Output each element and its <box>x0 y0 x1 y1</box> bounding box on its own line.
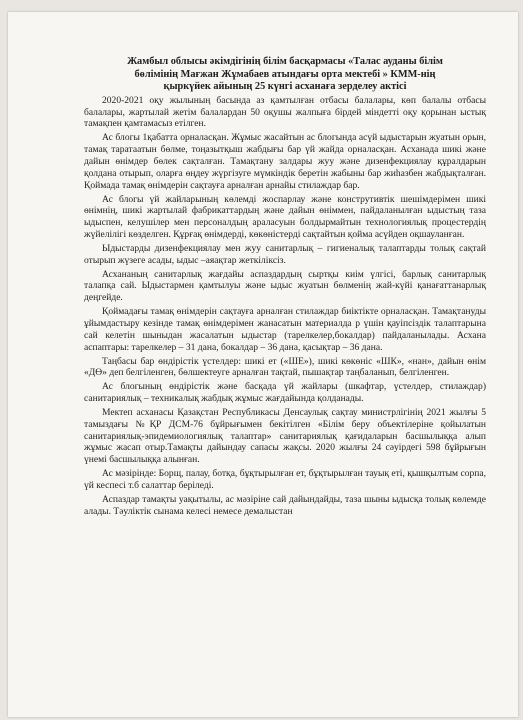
paragraph: Ыдыстарды дизенфекциялау мен жуу санитарлық – гигиеналық талаптарды толық сақтай отырып жүзеге асады, ыдыс –аяақтар жеткіліксіз. <box>84 242 486 266</box>
paragraph: Мектеп асханасы Қазақстан Республикасы Денсаулық сақтау министрлігінің 2021 жылғы 5 тамыздағы №ҚР ДСМ-76 бұйрығымен бекітілген «Білім беру объектілеріне қойылатын санитариялық-эпидемиологиялық талаптар» санитариялық қағидаларын басшылыққа алып жұмыс жасап отыр.Тамақты дайындау сапасы жақсы. 2020 жылғы 24 сәуірдегі 598 бұйрығын үнемі басшылыққа алынған. <box>84 406 486 466</box>
paragraph: Ас блогының өндірістік және басқада үй жайлары (шкафтар, үстелдер, стилаждар) санитариялық – техникалық жабдық жұмыс жағдайында қолданады. <box>84 381 486 405</box>
paragraph: Аспаздар тамақты уақытылы, ас мәзіріне сай дайындайды, таза шыны ыдысқа толық көлемде алады. Тәуліктік сынама келесі немесе демалыстан <box>84 493 486 517</box>
paragraph: Таңбасы бар өндірістік үстелдер: шикі ет («ШЕ»), шикі көкөніс «ШК», «нан», дайын өнім «ДӨ» деп белгіленген, бөлшектеуге арналған тақтай, пышақтар таңбаланып, белгіленген. <box>84 355 486 379</box>
paragraph: Ас блогы 1қабатта орналасқан. Жұмыс жасайтын ас блогында асүй ыдыстарын жуатын орын, тамақ таратаатын бөлме, тоңазытқыш жабдығы бар үй жайда орналасқан. Асханада шикі және дайын өнімдер бөлек сақталған. Тамақтану залдары жуу және дизенфекциялау құралдарын қолдана отырып, оларға өңдеу жүргізуге мүмкіндік беретін жабыны бар жиһазбен жабдықталған. Қоймада тамақ өнімдерін сақтауға арналған арнайы стилаждар бар. <box>84 132 486 191</box>
title-line: бөлімінің Мағжан Жұмабаев атындағы орта мектебі » КММ-нің <box>134 68 436 80</box>
paragraph: Асхананың санитарлық жағдайы аспаздардың сыртқы киім үлгісі, барлық санитарлық талапқа сай. Ыдыстармен қамтылуы және ыдыс жуатын бөлменің жай-күйі қанағаттанарлық деңгейде. <box>84 268 486 304</box>
paragraph: Ас мәзірінде: Борщ, палау, ботқа, бұқтырылған ет, бұқтырылған тауық еті, қышқылтым сорпа, үй кеспесі т.б салаттар беріледі. <box>84 468 486 491</box>
title-line: Жамбыл облысы әкімдігінің білім басқармасы «Талас ауданы білім <box>127 56 443 67</box>
scanned-page <box>8 12 518 717</box>
document-body <box>84 56 486 517</box>
document-title <box>84 56 486 94</box>
title-line: қыркүйек айының 25 күнгі асханаға зерделеу актісі <box>163 81 407 93</box>
paragraph: Ас блогы үй жайларының көлемді жоспарлау және конструтивтік шешімдерімен шикі өнімнің, шикі жартылай фабрикаттардың және дайын өніммен, пайдаланылған ыдыстың таза ыдыспен, келушілер мен персоналдың араласуын болдырмайтын технологиялық процестердің жүйелілігі көзделген. Құрғақ өнімдерді, көкөністерді сақтайтын қойма асүйден оқшауланған. <box>84 193 486 241</box>
paragraph: 2020-2021 оқу жылының басында аз қамтылған отбасы балалары, көп балалы отбасы балалары, жартылай жетім балалардан 50 оқушы жалпыға бірдей міндетті оқу қорынан ыстық тамақпен қамтамасыз етілген. <box>84 94 486 130</box>
paragraph: Қоймадағы тамақ өнімдерін сақтауға арналған стилаждар биіктікте орналасқан. Тамақтануды ұйымдастыру кезінде тамақ өнімдерімен жанасатын материалда р үшін қауіпсіздік талаптарына сай келетін шыныдан жасалатын ыдыстар (тарелкелер,бокалдар) пайдаланылады. Асхана аспаптары: тарелкелер – 31 дана, бокалдар – 36 дана, қасықтар – 36 дана. <box>84 306 486 353</box>
